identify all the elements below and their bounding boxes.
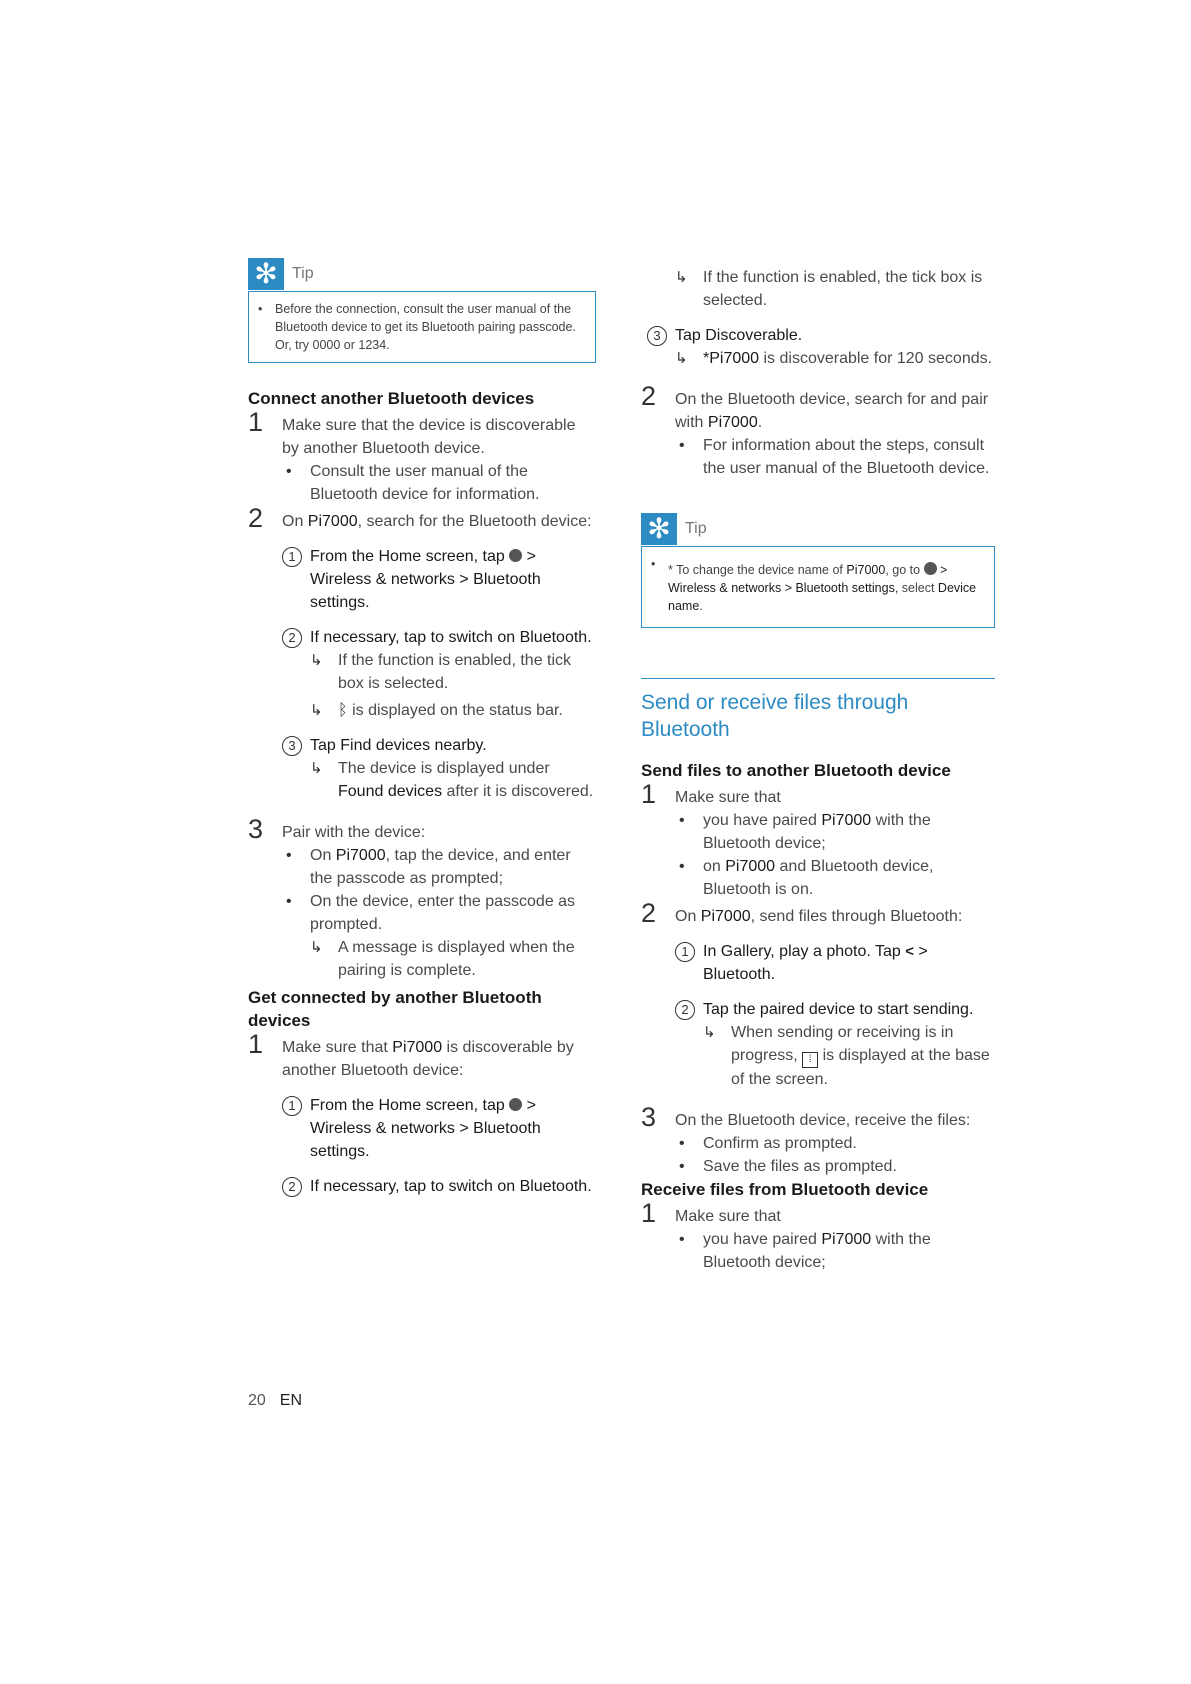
tip-header (248, 256, 314, 292)
bullet-item: • Save the files as prompted. (675, 1155, 995, 1178)
result-arrow-icon: ↳ (310, 702, 323, 719)
text-run: is discoverable by another Bluetooth device: (282, 1039, 574, 1079)
result-arrow-icon: ↳ (310, 760, 323, 777)
sub-step-text: Tap Find devices nearby. (310, 737, 487, 754)
step (248, 814, 596, 982)
sub-step-number: 2 (282, 628, 302, 648)
device-name: Pi7000 (846, 563, 886, 577)
continued-block (647, 266, 995, 370)
step-number: 1 (641, 779, 657, 809)
text-run: and Bluetooth device, Bluetooth is on. (703, 858, 934, 898)
tip-text (642, 547, 994, 627)
sub-step (282, 626, 596, 722)
sub-step-text (310, 545, 596, 614)
text-run: . (699, 599, 703, 613)
text-run: > Wireless & networks > Bluetooth settings. (310, 1097, 541, 1160)
step-number: 1 (641, 1198, 657, 1228)
text-run: with the Bluetooth device; (703, 1231, 931, 1271)
step (641, 381, 995, 480)
step-text: Make sure that (675, 1208, 781, 1225)
bullet-item (675, 1228, 995, 1274)
right-column (641, 266, 995, 1274)
section-heading: Receive files from Bluetooth device (641, 1180, 929, 1199)
device-name: Pi7000 (700, 908, 751, 925)
text-run: you have paired (703, 812, 822, 829)
device-name: Pi7000 (335, 847, 386, 864)
text-run: Make sure that (282, 1039, 393, 1056)
sub-step-number: 2 (675, 1000, 695, 1020)
tip-text: • Before the connection, consult the user manual of the Bluetooth device to get its Bluetooth pairing passcode. Or, try 0000 or 1234. (249, 292, 595, 362)
tip-header (641, 511, 707, 547)
sub-step-text: Tap Discoverable. (675, 327, 803, 344)
step (641, 898, 995, 1091)
device-name: Pi7000 (821, 812, 872, 829)
text-run: > Wireless & networks > Bluetooth settings. (310, 548, 541, 611)
sub-step (282, 1094, 596, 1163)
step (641, 779, 995, 901)
result-line (675, 347, 995, 370)
step-text: On the Bluetooth device, receive the files: (675, 1112, 971, 1129)
text-run: The device is displayed under (338, 760, 550, 777)
text-run: , send files through Bluetooth: (750, 908, 963, 925)
text-run: , tap the device, and enter the passcode as prompted; (310, 847, 571, 887)
step-number: 3 (248, 814, 264, 844)
text-run: From the Home screen, tap (310, 548, 505, 565)
text-run: . (757, 414, 763, 431)
bullet-item: • For information about the steps, consult the user manual of the Bluetooth device. (675, 434, 995, 480)
bullet-item (282, 844, 596, 890)
text-run: is discoverable for 120 seconds. (759, 350, 993, 367)
tip-label: Tip (292, 265, 314, 282)
settings-icon (509, 549, 522, 562)
result-line (310, 757, 596, 803)
sub-step-number: 3 (647, 326, 667, 346)
sub-step (675, 940, 995, 986)
tip-label: Tip (685, 520, 707, 537)
text-run: On (675, 908, 701, 925)
bullet-item: • Consult the user manual of the Bluetooth device for information. (282, 460, 596, 506)
sub-step (282, 1175, 596, 1198)
page-footer (248, 1392, 302, 1410)
step-text (675, 388, 995, 434)
text-run: If the function is enabled, the tick box is selected. (703, 269, 983, 309)
device-name: Pi7000 (307, 513, 358, 530)
section-title: Send or receive files through Bluetooth (641, 678, 995, 743)
step (248, 503, 596, 803)
step-text: Make sure that the device is discoverable by another Bluetooth device. (282, 417, 576, 457)
step (248, 407, 596, 506)
language-code: EN (279, 1392, 303, 1409)
text-run: , search for the Bluetooth device: (357, 513, 592, 530)
device-name: *Pi7000 (703, 350, 760, 367)
sub-step-number: 1 (675, 942, 695, 962)
result-arrow-icon: ↳ (310, 939, 323, 956)
result-arrow-icon: ↳ (675, 269, 688, 286)
result-arrow-icon: ↳ (703, 1024, 716, 1041)
section-heading: Connect another Bluetooth devices (248, 389, 535, 408)
tip-star-icon: ✻ (641, 513, 677, 545)
result-arrow-icon: ↳ (310, 652, 323, 669)
text-run: , select (894, 581, 938, 595)
text-run: A message is displayed when the pairing is complete. (338, 939, 575, 979)
sub-step-number: 1 (282, 547, 302, 567)
section-heading: Send files to another Bluetooth device (641, 761, 951, 780)
section-heading: Get connected by another Bluetooth devices (248, 988, 542, 1030)
text-run: * To change the device name of (668, 563, 847, 577)
result-line (675, 266, 995, 312)
device-name-option: Device name (668, 581, 977, 613)
step (641, 1198, 995, 1274)
device-name: Pi7000 (725, 858, 776, 875)
result-line (703, 1021, 995, 1091)
step-number: 3 (641, 1102, 657, 1132)
bullet-item: • On the device, enter the passcode as prompted. (282, 890, 596, 936)
text-run: On the Bluetooth device, search for and pair with (675, 391, 989, 431)
text-run: On (310, 847, 336, 864)
sub-step-number: 2 (282, 1177, 302, 1197)
step-text: Make sure that (675, 789, 781, 806)
settings-icon (924, 562, 937, 575)
left-column (248, 258, 596, 1198)
tip-star-icon: ✻ (248, 258, 284, 290)
settings-path: > Wireless & networks > Bluetooth settings (668, 563, 948, 595)
result-line (310, 699, 596, 722)
sub-step (282, 734, 596, 803)
text-run: on (703, 858, 726, 875)
step-text (675, 905, 995, 928)
bullet-item (675, 855, 995, 901)
step-number: 1 (248, 407, 264, 437)
text-run: On (282, 513, 308, 530)
text-run: after it is discovered. (442, 783, 594, 800)
device-name: Pi7000 (821, 1231, 872, 1248)
sub-step-number: 3 (282, 736, 302, 756)
text-run: From the Home screen, tap (310, 1097, 505, 1114)
step-number: 2 (248, 503, 264, 533)
text-run: you have paired (703, 1231, 822, 1248)
sub-step-text: Tap the paired device to start sending. (703, 1001, 974, 1018)
step-text (282, 1036, 596, 1082)
text-run: is displayed at the base of the screen. (731, 1047, 990, 1088)
step-number: 1 (248, 1029, 264, 1059)
result-line (310, 936, 596, 982)
step-text (282, 510, 596, 533)
transfer-progress-icon: ⁞ (802, 1052, 818, 1068)
device-name: Pi7000 (392, 1039, 443, 1056)
result-line (310, 649, 596, 695)
found-devices-label: Found devices (338, 783, 443, 800)
bullet-item (675, 809, 995, 855)
tip-box (641, 513, 995, 628)
step (248, 1029, 596, 1198)
sub-step (647, 324, 995, 370)
sub-step-text (703, 940, 995, 986)
step (641, 1102, 995, 1178)
text-run: , go to (885, 563, 921, 577)
text-run: When sending or receiving is in progress, (731, 1024, 954, 1064)
share-icon: < (905, 943, 914, 960)
sub-step-text (310, 1094, 596, 1163)
sub-step (675, 998, 995, 1091)
device-name: Pi7000 (707, 414, 758, 431)
text-run: If the function is enabled, the tick box is selected. (338, 652, 572, 692)
step-number: 2 (641, 381, 657, 411)
sub-step-number: 1 (282, 1096, 302, 1116)
text-run: > Bluetooth. (703, 943, 928, 983)
bluetooth-icon: ᛒ (338, 702, 348, 719)
sub-step (282, 545, 596, 614)
sub-step-text: If necessary, tap to switch on Bluetooth. (310, 629, 592, 646)
tip-box (248, 258, 596, 363)
page-number: 20 (248, 1392, 266, 1409)
step-number: 2 (641, 898, 657, 928)
step-text: Pair with the device: (282, 824, 426, 841)
bullet-item: • Confirm as prompted. (675, 1132, 995, 1155)
text-run: is displayed on the status bar. (352, 702, 563, 719)
sub-step-text: If necessary, tap to switch on Bluetooth. (310, 1178, 592, 1195)
settings-icon (509, 1098, 522, 1111)
result-arrow-icon: ↳ (675, 350, 688, 367)
text-run: In Gallery, play a photo. Tap (703, 943, 901, 960)
text-run: with the Bluetooth device; (703, 812, 931, 852)
